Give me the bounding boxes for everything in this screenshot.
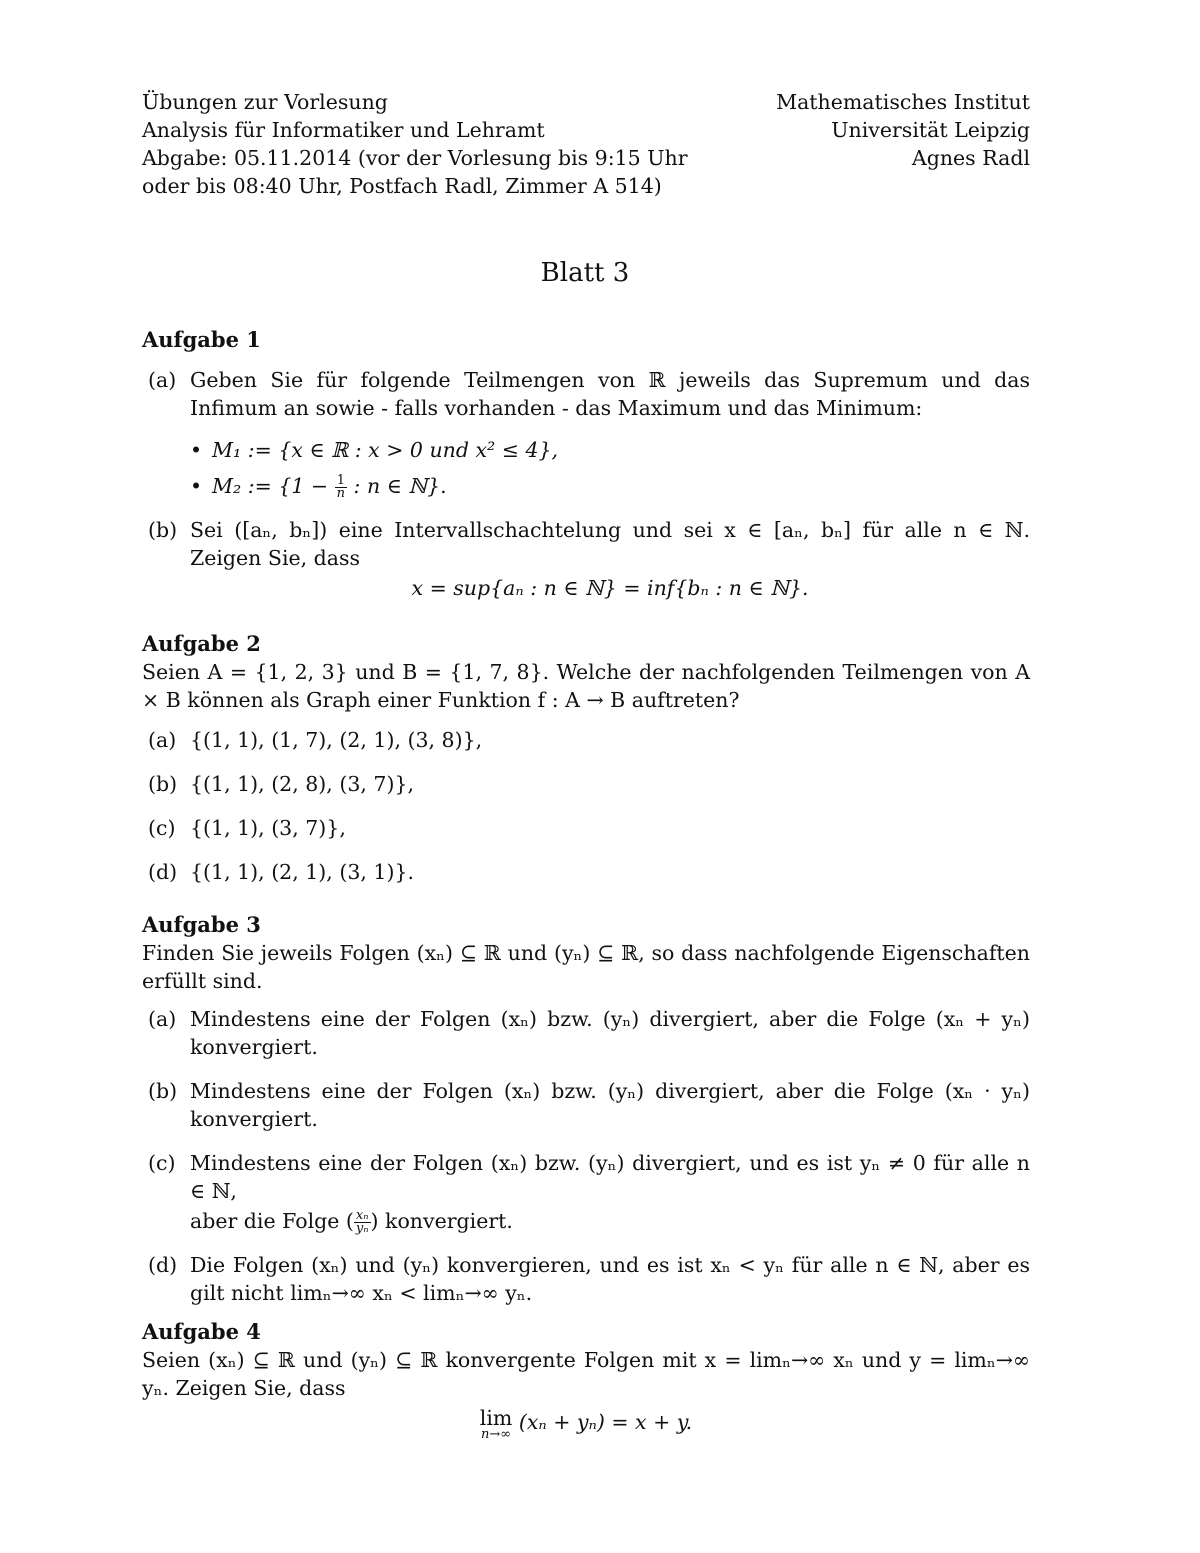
fraction-denominator: n — [336, 486, 346, 501]
exercise-2-option — [142, 814, 1030, 842]
exercise-4-title: Aufgabe 4 — [142, 1319, 261, 1344]
option-label: (b) — [148, 772, 178, 796]
exercise-2-option — [142, 770, 1030, 798]
exercise-3-title: Aufgabe 3 — [142, 912, 261, 937]
header-left — [142, 88, 782, 200]
exercise-4 — [142, 1318, 1030, 1442]
sheet-title: Blatt 3 — [540, 258, 630, 288]
part-label: (b) — [148, 1079, 178, 1103]
exercise-4-text: Seien (xₙ) ⊆ ℝ und (yₙ) ⊆ ℝ konvergente Folgen mit x = limₙ→∞ xₙ und y = limₙ→∞ yₙ. Zeigen Sie, dass — [142, 1348, 1030, 1400]
fraction-numerator: 1 — [335, 475, 347, 488]
exercise-2-title: Aufgabe 2 — [142, 631, 261, 656]
option-text: {(1, 1), (2, 8), (3, 7)}, — [190, 772, 415, 796]
part-text: Geben Sie für folgende Teilmengen von ℝ jeweils das Supremum und das Infimum an sowie - falls vorhanden - das Maximum und das Minimum: — [190, 368, 1030, 420]
part-text: Mindestens eine der Folgen (xₙ) bzw. (yₙ) divergiert, aber die Folge (xₙ + yₙ) konvergiert. — [190, 1007, 1030, 1059]
part-label: (c) — [148, 1151, 176, 1175]
part-label: (a) — [148, 1007, 177, 1031]
option-text: {(1, 1), (1, 7), (2, 1), (3, 8)}, — [190, 728, 483, 752]
limit-subscript: n→∞ — [481, 1427, 512, 1442]
lecturer: Agnes Radl — [911, 146, 1030, 170]
part-text-start: aber die Folge ( — [190, 1209, 354, 1233]
limit-operator — [480, 1408, 513, 1442]
set-m1-formula: M₁ := {x ∈ ℝ : x > 0 und x² ≤ 4}, — [212, 438, 559, 462]
part-label: (d) — [148, 1253, 178, 1277]
option-label: (c) — [148, 816, 176, 840]
exercise-1-part-a — [142, 366, 1030, 422]
deadline-details: oder bis 08:40 Uhr, Postfach Radl, Zimmer A 514) — [142, 174, 662, 198]
exercise-2 — [142, 630, 1030, 886]
bullet-icon: • — [190, 438, 203, 462]
part-text-line-2 — [190, 1207, 1030, 1235]
fraction-numerator: xₙ — [354, 1210, 371, 1223]
university: Universität Leipzig — [831, 118, 1030, 142]
header-right — [776, 88, 1030, 172]
option-label: (d) — [148, 860, 178, 884]
display-formula — [142, 1408, 1030, 1442]
course-name: Analysis für Informatiker und Lehramt — [142, 118, 545, 142]
part-label: (a) — [148, 368, 177, 392]
part-text: Mindestens eine der Folgen (xₙ) bzw. (yₙ) divergiert, aber die Folge (xₙ · yₙ) konvergiert. — [190, 1079, 1030, 1131]
limit-word: lim — [479, 1406, 513, 1430]
option-label: (a) — [148, 728, 177, 752]
part-text: Sei ([aₙ, bₙ]) eine Intervallschachtelung und sei x ∈ [aₙ, bₙ] für alle n ∈ ℕ. Zeigen Sie, dass — [190, 518, 1030, 570]
part-text: Mindestens eine der Folgen (xₙ) bzw. (yₙ) divergiert, und es ist yₙ ≠ 0 für alle n ∈ ℕ, — [190, 1151, 1030, 1203]
display-formula: x = sup{aₙ : n ∈ ℕ} = inf{bₙ : n ∈ ℕ}. — [411, 576, 809, 600]
exercise-3-part-b — [142, 1077, 1030, 1133]
exercise-3-part-c — [142, 1149, 1030, 1235]
part-text: Die Folgen (xₙ) und (yₙ) konvergieren, und es ist xₙ < yₙ für alle n ∈ ℕ, aber es gilt nicht limₙ→∞ xₙ < limₙ→∞ yₙ. — [190, 1253, 1030, 1305]
limit-expression: (xₙ + yₙ) = x + y. — [518, 1410, 693, 1434]
set-m1 — [142, 436, 1030, 464]
exercise-3-part-a — [142, 1005, 1030, 1061]
exercise-3-text: Finden Sie jeweils Folgen (xₙ) ⊆ ℝ und (yₙ) ⊆ ℝ, so dass nachfolgende Eigenschaften erfüllt sind. — [142, 941, 1030, 993]
part-text-end: ) konvergiert. — [370, 1209, 513, 1233]
exercise-3-part-d — [142, 1251, 1030, 1307]
exercise-2-option — [142, 726, 1030, 754]
course-type: Übungen zur Vorlesung — [142, 90, 388, 114]
exercise-1-part-b — [142, 516, 1030, 602]
set-m2-formula-start: M₂ := {1 − — [212, 474, 329, 498]
exercise-3 — [142, 911, 1030, 1307]
option-text: {(1, 1), (3, 7)}, — [190, 816, 346, 840]
set-m2 — [142, 472, 1030, 500]
set-m2-formula-end: : n ∈ ℕ}. — [353, 474, 447, 498]
part-label: (b) — [148, 518, 178, 542]
deadline: Abgabe: 05.11.2014 (vor der Vorlesung bis 9:15 Uhr — [142, 146, 688, 170]
exercise-1 — [142, 326, 1030, 602]
institute: Mathematisches Institut — [776, 90, 1030, 114]
exercise-2-option — [142, 858, 1030, 886]
exercise-2-text: Seien A = {1, 2, 3} und B = {1, 7, 8}. Welche der nachfolgenden Teilmengen von A × B können als Graph einer Funktion f : A → B auftreten? — [142, 660, 1030, 712]
fraction — [335, 475, 347, 500]
option-text: {(1, 1), (2, 1), (3, 1)}. — [190, 860, 415, 884]
exercise-1-title: Aufgabe 1 — [142, 327, 261, 352]
fraction — [354, 1210, 371, 1235]
fraction-denominator: yₙ — [355, 1221, 369, 1236]
bullet-icon: • — [190, 474, 203, 498]
